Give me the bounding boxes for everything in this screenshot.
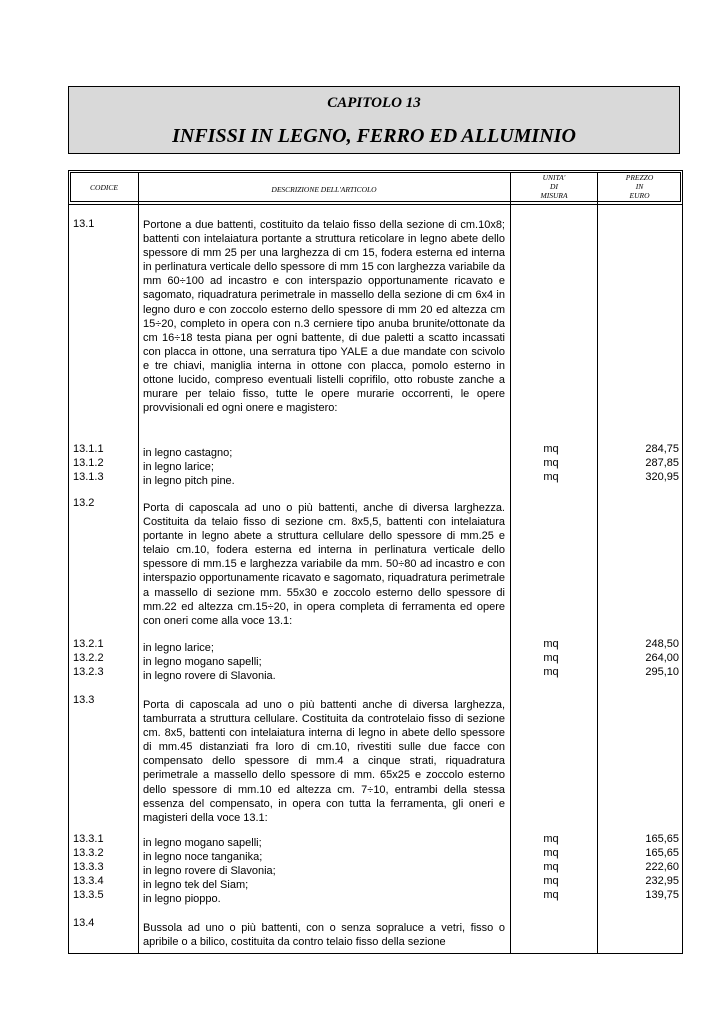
subitem-text: in legno larice;	[143, 461, 214, 473]
subitem-text: in legno larice;	[143, 642, 214, 654]
subitem-price: 165,65	[645, 847, 679, 859]
subitem-price: 232,95	[645, 875, 679, 887]
subitem-code: 13.3.2	[73, 847, 104, 859]
subitem-code: 13.1.1	[73, 443, 104, 455]
subitem-code: 13.2.2	[73, 652, 104, 664]
subitem-code: 13.2.1	[73, 638, 104, 650]
subitem-code: 13.3.1	[73, 833, 104, 845]
subitem-text: in legno noce tanganika;	[143, 851, 263, 863]
subitem-unit: mq	[543, 875, 559, 887]
subitem-text: in legno rovere di Slavonia.	[143, 670, 276, 682]
subitem-unit: mq	[543, 847, 559, 859]
subitem-code: 13.3.5	[73, 889, 104, 901]
subitem-text: in legno pitch pine.	[143, 475, 235, 487]
subitem-unit: mq	[543, 638, 559, 650]
chapter-number: CAPITOLO 13	[327, 95, 421, 111]
item-description: Porta di caposcala ad uno o più battenti, anche di diversa larghezza. Costituita da telaio fisso di sezione cm. 8x5,5, battenti con intelaiatura portante in legno abete a struttura cellulare dello spessore di mm.25 e telaio cm.10, fodera esterna ed interna in perlinatura verticale dello spessore di mm.15 e larghezza variabile da mm. 50÷80 ad incastro e con interspazio opportunamente ricavato e sagomato, riquadratura perimetrale a massello di sezione mm. 55x30 e zoccolo esterno dello spessore di mm.22 ed altezza cm.15÷20, in opera completa di ferramenta ed opere con oneri come alla voce 13.1:	[143, 502, 505, 627]
subitem-code: 13.3.3	[73, 861, 104, 873]
subitem-unit: mq	[543, 861, 559, 873]
subitem-text: in legno pioppo.	[143, 893, 221, 905]
subitem-unit: mq	[543, 471, 559, 483]
chapter-header	[68, 86, 680, 154]
subitem-price: 139,75	[645, 889, 679, 901]
subitem-unit: mq	[543, 666, 559, 678]
subitem-unit: mq	[543, 443, 559, 455]
subitem-code: 13.3.4	[73, 875, 104, 887]
subitem-code: 13.1.3	[73, 471, 104, 483]
column-divider	[138, 172, 139, 953]
subitem-price: 248,50	[645, 638, 679, 650]
header-separator	[68, 204, 683, 205]
item-code: 13.3	[73, 694, 95, 706]
chapter-title: INFISSI IN LEGNO, FERRO ED ALLUMINIO	[172, 125, 576, 147]
subitem-unit: mq	[543, 457, 559, 469]
subitem-unit: mq	[543, 652, 559, 664]
header-prezzo: PREZZO IN EURO	[625, 173, 654, 200]
subitem-price: 165,65	[645, 833, 679, 845]
subitem-price: 320,95	[645, 471, 679, 483]
subitem-price: 284,75	[645, 443, 679, 455]
column-divider	[597, 172, 598, 953]
subitem-code: 13.2.3	[73, 666, 104, 678]
subitem-price: 295,10	[645, 666, 679, 678]
item-description: Porta di caposcala ad uno o più battenti anche di diversa larghezza, tamburrata a struttura cellulare. Costituita da controtelaio fisso di sezione cm. 8x5, battenti con intelaiatura interna di legno in abete dello spessore di mm.45 distanziati fra loro di cm.10, rivestiti sulle due facce con compensato dello spessore di mm.4 a cinque strati, riquadratura perimetrale a massello dello spessore di mm. 65x25 e zoccolo esterno dello spessore di mm.10 ed altezza cm. 7÷10, entrambi della stessa essenza del compensato, in opera con tutta la ferramenta, gli oneri e magisteri della voce 13.1:	[143, 699, 505, 824]
header-descrizione: DESCRIZIONE DELL'ARTICOLO	[271, 185, 377, 194]
subitem-text: in legno rovere di Slavonia;	[143, 865, 276, 877]
subitem-code: 13.1.2	[73, 457, 104, 469]
item-code: 13.1	[73, 218, 95, 230]
subitem-price: 264,00	[645, 652, 679, 664]
item-code: 13.4	[73, 917, 95, 929]
subitem-unit: mq	[543, 833, 559, 845]
item-code: 13.2	[73, 497, 95, 509]
subitem-text: in legno mogano sapelli;	[143, 656, 262, 668]
item-description: Portone a due battenti, costituito da telaio fisso della sezione di cm.10x8; battenti con intelaiatura portante a struttura reticolare in legno abete dello spessore di mm 25 per una larghezza di cm 15, fodera esterna ed interna in perlinatura verticale dello spessore di mm 15 con larghezza variabile da mm 60÷100 ad incastro e con interspazio opportunamente ricavato e sagomato, riquadratura perimetrale in massello della sezione di cm 6x4 in legno duro e con zoccolo esterno dello spessore di mm 20 ed altezza cm 15÷20, completo in opera con n.3 cerniere tipo anuba brunite/ottonate da cm 16÷18 testa piana per ogni battente, di due paletti a scatto incassati con placca in ottone, una serratura tipo YALE a due mandate con scivolo e tre chiavi, maniglia interna in ottone con placca, pomolo esterno in ottone lucido, compreso eventuali listelli coprifilo, otto robuste zanche a murare per telaio fisso, tutte le opere murarie occorrenti, le opere provvisionali ed ogni onere e magistero:	[143, 219, 505, 415]
subitem-text: in legno castagno;	[143, 447, 233, 459]
subitem-text: in legno mogano sapelli;	[143, 837, 262, 849]
header-unita: UNITA' DI MISURA	[540, 173, 568, 200]
subitem-price: 222,60	[645, 861, 679, 873]
subitem-text: in legno tek del Siam;	[143, 879, 249, 891]
item-description: Bussola ad uno o più battenti, con o senza sopraluce a vetri, fisso o apribile o a bilico, costituita da contro telaio fisso della sezione	[143, 922, 505, 949]
subitem-unit: mq	[543, 889, 559, 901]
header-codice: CODICE	[90, 183, 118, 192]
subitem-price: 287,85	[645, 457, 679, 469]
